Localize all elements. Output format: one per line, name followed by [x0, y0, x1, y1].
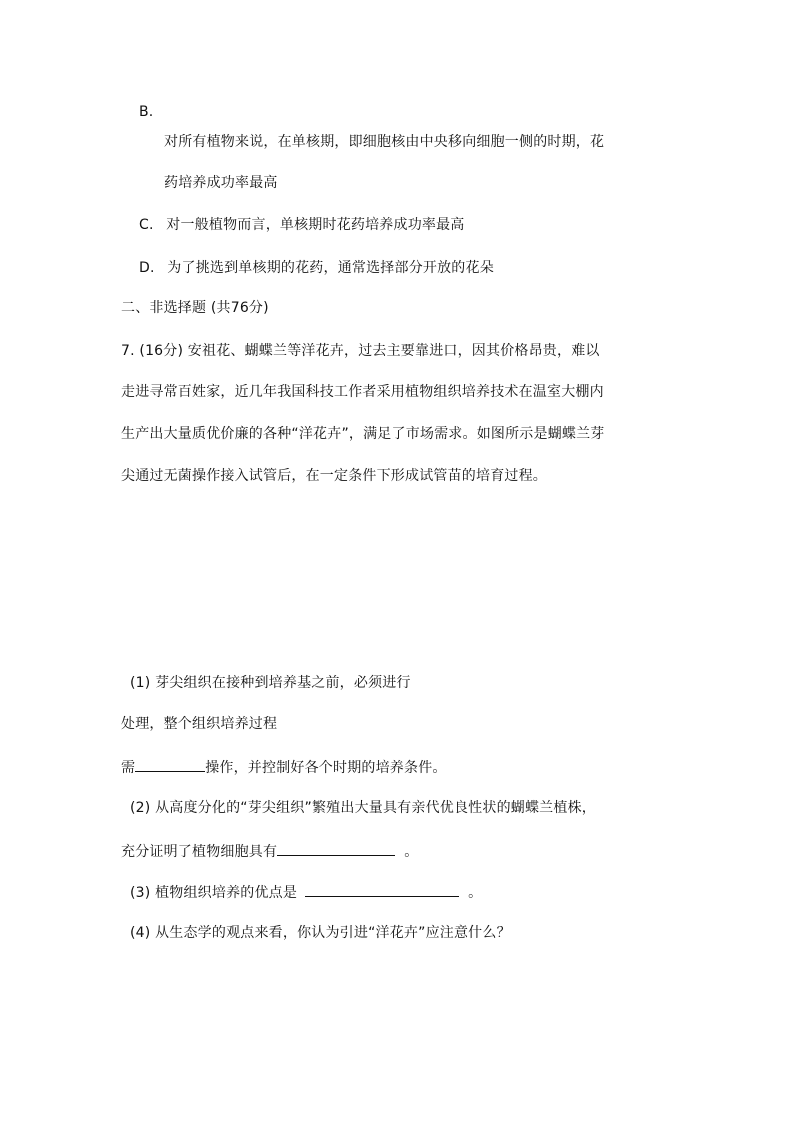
question-7-line4: 尖通过无菌操作接入试管后，在一定条件下形成试管苗的培育过程。	[121, 468, 547, 484]
sub-question-3	[130, 882, 482, 903]
option-d	[139, 258, 494, 278]
sub-question-4: (4) 从生态学的观点来看，你认为引进“洋花卉”应注意什么？	[130, 925, 511, 941]
sub-question-2-line2-pre: 充分证明了植物细胞具有	[121, 844, 278, 860]
answer-blank-1[interactable]	[135, 757, 205, 772]
sub-question-3-post: 。	[468, 885, 483, 901]
option-d-label: D.	[139, 260, 155, 276]
sub-question-1-line2: 处理，整个组织培养过程	[121, 716, 278, 732]
sub-question-2-line2-post: 。	[404, 844, 419, 860]
option-d-text: 为了挑选到单核期的花药，通常选择部分开放的花朵	[167, 260, 494, 276]
question-7-line3: 生产出大量质优价廉的各种“洋花卉”，满足了市场需求。如图所示是蝴蝶兰芽	[121, 426, 605, 442]
sub-question-1-line3-pre: 需	[121, 760, 136, 776]
answer-blank-3[interactable]	[305, 882, 459, 897]
sub-question-2-line1: (2) 从高度分化的“芽尖组织”繁殖出大量具有亲代优良性状的蝴蝶兰植株，	[130, 800, 596, 816]
option-b-text-line1: 对所有植物来说，在单核期，即细胞核由中央移向细胞一侧的时期，花	[164, 134, 605, 150]
option-b-text-line2: 药培养成功率最高	[164, 175, 278, 191]
question-7-line1: 7. (16分) 安祖花、蝴蝶兰等洋花卉，过去主要靠进口，因其价格昂贵，难以	[121, 343, 600, 359]
section-heading: 二、非选择题 (共76分)	[121, 300, 269, 316]
sub-question-1-line3-post: 操作，并控制好各个时期的培养条件。	[205, 760, 447, 776]
option-c	[139, 215, 465, 235]
sub-question-1-line3	[121, 757, 447, 778]
answer-blank-2[interactable]	[277, 841, 395, 856]
question-7-line2: 走进寻常百姓家，近几年我国科技工作者采用植物组织培养技术在温室大棚内	[121, 384, 604, 400]
sub-question-1-line1: (1) 芽尖组织在接种到培养基之前，必须进行	[130, 675, 411, 691]
sub-question-2-line2	[121, 841, 418, 862]
sub-question-3-pre: (3) 植物组织培养的优点是	[130, 885, 298, 901]
option-c-label: C.	[139, 217, 154, 233]
option-c-text: 对一般植物而言，单核期时花药培养成功率最高	[166, 217, 465, 233]
option-b-label: B.	[139, 104, 154, 120]
